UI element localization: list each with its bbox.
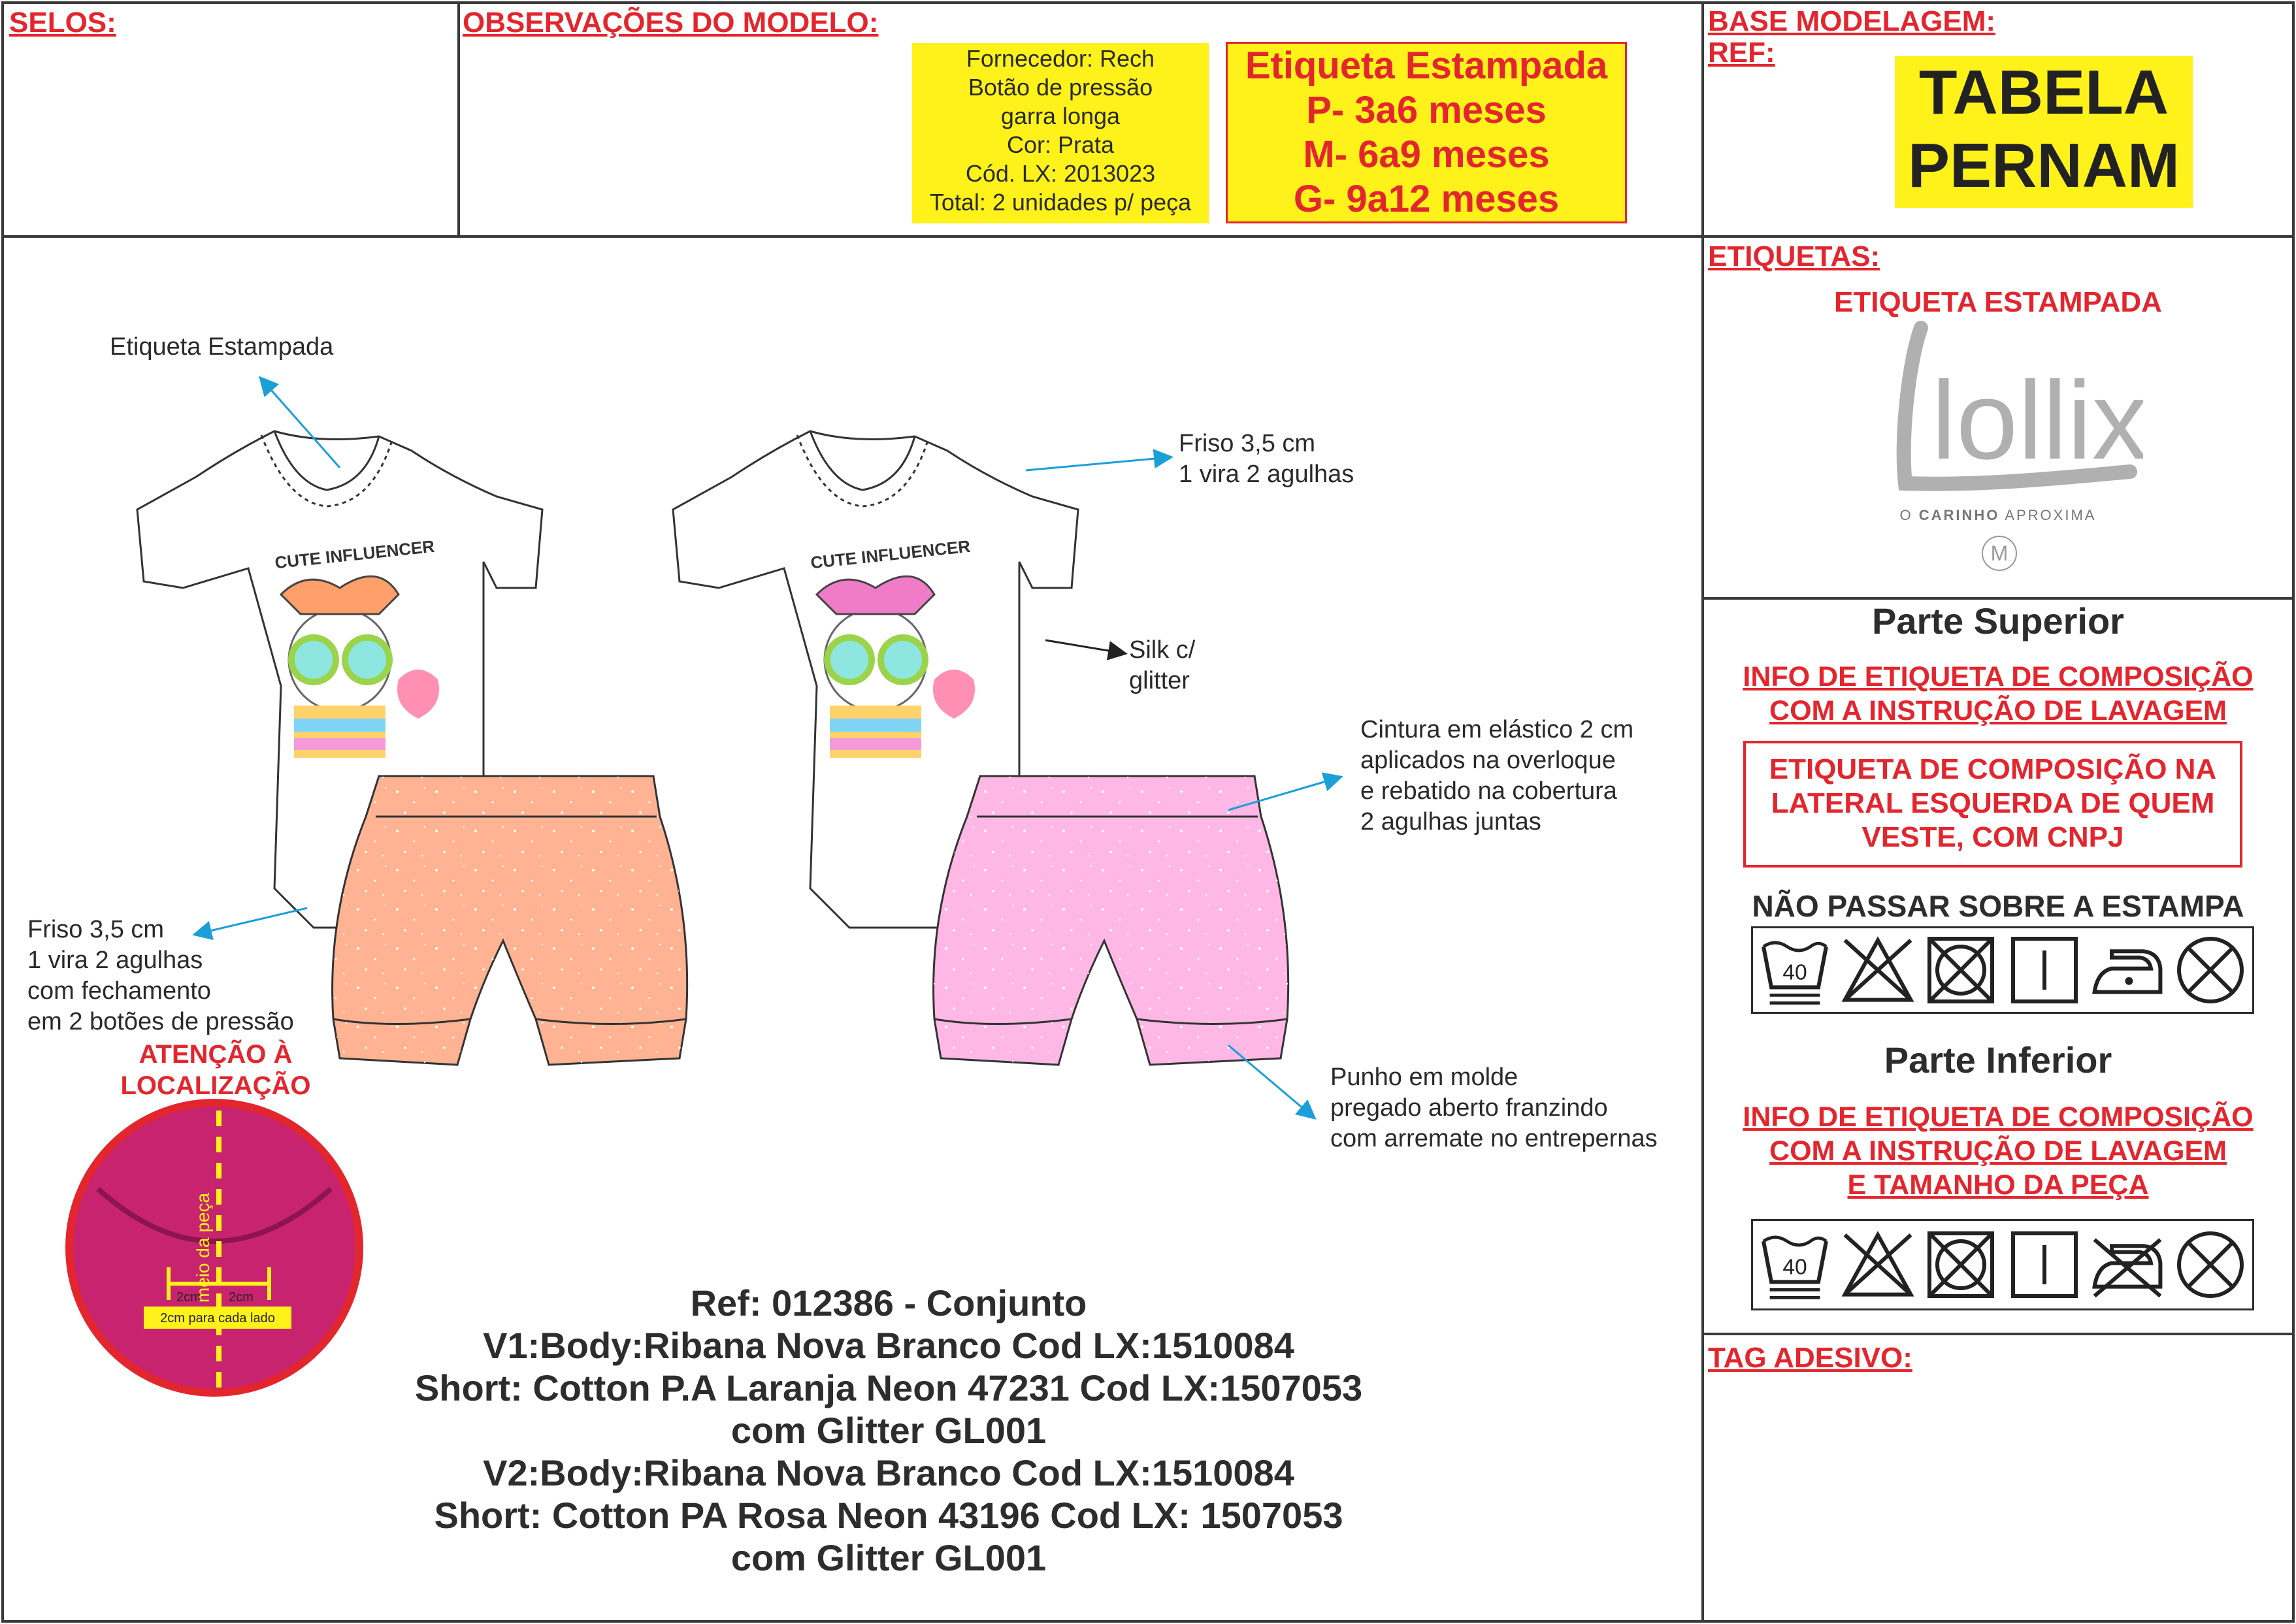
supplier-line: Cód. LX: 2013023 [965, 160, 1156, 187]
arrow-friso-top [1026, 457, 1170, 470]
detail-right-measure: 2cm [229, 1290, 254, 1305]
base-modelagem-label: BASE MODELAGEM: [1708, 5, 1995, 37]
detail-center-line: meio da peça [193, 1192, 213, 1303]
sidebar-divider-tag [1701, 1333, 2295, 1335]
line-dry-icon [2005, 1226, 2084, 1304]
no-bleach-icon [1839, 931, 1917, 1009]
ref-line: com Glitter GL001 [730, 1537, 1047, 1578]
detail-each-side: 2cm para cada lado [160, 1311, 275, 1325]
lower-composition-info: INFO DE ETIQUETA DE COMPOSIÇÃO COM A INSTRUÇÃO DE LAVAGEM E TAMANHO DA PEÇA [1743, 1101, 2254, 1201]
brand-tagline-bold: CARINHO [1918, 507, 2000, 523]
arrow-silk [1045, 640, 1124, 653]
tag-adesivo-label: TAG ADESIVO: [1708, 1342, 1912, 1374]
snap-detail-circle [69, 1103, 359, 1393]
selos-label: SELOS: [9, 7, 116, 39]
upper-care-symbols [1751, 926, 2254, 1014]
table-line: PERNAM [1907, 131, 2180, 201]
etiqueta-estampada-title: ETIQUETA ESTAMPADA [1834, 286, 2162, 318]
reference-block [366, 1282, 1411, 1579]
short-v2 [934, 776, 1288, 1065]
wash-temp: 40 [1782, 1255, 1807, 1280]
wash-40-icon [1756, 1226, 1834, 1304]
annotation-silk: Silk c/ glitter [1129, 636, 1196, 694]
brand-tagline-pre: O [1899, 507, 1919, 523]
print-text: CUTE INFLUENCER [810, 536, 972, 573]
ref-line: Short: Cotton PA Rosa Neon 43196 Cod LX: 1507053 [434, 1495, 1343, 1536]
size-p: P- 3a6 meses [1306, 89, 1547, 131]
supplier-line: Botão de pressão [968, 74, 1153, 101]
supplier-line: Cor: Prata [1006, 131, 1115, 158]
upper-composition-info: INFO DE ETIQUETA DE COMPOSIÇÃO COM A INSTRUÇÃO DE LAVAGEM [1743, 661, 2254, 726]
ref-line: com Glitter GL001 [730, 1410, 1047, 1451]
size-g: G- 9a12 meses [1293, 178, 1560, 220]
no-dry-clean-icon [2171, 931, 2250, 1009]
table-box [1895, 56, 2193, 208]
brand-logo [1869, 320, 2143, 516]
supplier-line: garra longa [1000, 103, 1121, 129]
observacoes-label: OBSERVAÇÕES DO MODELO: [463, 7, 879, 39]
upper-warning: NÃO PASSAR SOBRE A ESTAMPA [1752, 889, 2244, 923]
brand-tagline [1703, 507, 2293, 524]
printed-label-title: Etiqueta Estampada [1245, 44, 1608, 87]
iron-low-icon [2088, 931, 2167, 1009]
short-v1 [333, 776, 687, 1065]
print-text: CUTE INFLUENCER [274, 536, 436, 573]
line-dry-icon [2005, 931, 2084, 1009]
ref-label: REF: [1708, 37, 1775, 69]
no-tumble-dry-icon [1922, 931, 2000, 1009]
annotation-etiqueta-estampada: Etiqueta Estampada [110, 333, 334, 361]
brand-tagline-post: APROXIMA [1999, 507, 2097, 523]
brand-logo-icon [1869, 320, 2143, 516]
ref-line: Ref: 012386 - Conjunto [690, 1282, 1087, 1324]
annotation-friso-top: Friso 3,5 cm 1 vira 2 agulhas [1179, 430, 1354, 488]
annotation-cintura: Cintura em elástico 2 cm aplicados na overloque e rebatido na cobertura 2 agulhas juntas [1360, 716, 1634, 836]
supplier-line: Fornecedor: Rech [966, 45, 1155, 72]
detail-left-measure: 2cm [176, 1290, 201, 1305]
supplier-line: Total: 2 unidades p/ peça [929, 189, 1192, 216]
upper-composition-box: ETIQUETA DE COMPOSIÇÃO NA LATERAL ESQUERDA DE QUEM VESTE, COM CNPJ [1743, 741, 2242, 868]
annotation-atencao: ATENÇÃO À LOCALIZAÇÃO [120, 1040, 311, 1100]
brand-logo-text: lollix [1931, 359, 2143, 483]
sidebar-divider [1701, 1, 1704, 1623]
brand-size-badge: M [1982, 536, 2017, 571]
ref-line: Short: Cotton P.A Laranja Neon 47231 Cod LX:1507053 [414, 1367, 1363, 1408]
no-tumble-dry-icon [1922, 1226, 2000, 1304]
etiquetas-label: ETIQUETAS: [1708, 240, 1880, 272]
ref-line: V1:Body:Ribana Nova Branco Cod LX:1510084 [483, 1325, 1294, 1366]
table-line: TABELA [1918, 57, 2169, 127]
lower-care-symbols [1751, 1219, 2254, 1310]
ref-line: V2:Body:Ribana Nova Branco Cod LX:1510084 [483, 1452, 1294, 1493]
annotation-friso-left: Friso 3,5 cm 1 vira 2 agulhas com fechamento em 2 botões de pressão [27, 916, 294, 1035]
upper-part-title: Parte Superior [1872, 600, 2124, 641]
no-iron-icon [2088, 1226, 2167, 1304]
annotation-punho: Punho em molde pregado aberto franzindo com arremate no entrepernas [1330, 1064, 1658, 1152]
no-bleach-icon [1839, 1226, 1917, 1304]
no-dry-clean-icon [2171, 1226, 2250, 1304]
lower-part-title: Parte Inferior [1884, 1039, 2112, 1080]
wash-40-icon [1756, 931, 1834, 1009]
wash-temp: 40 [1782, 960, 1807, 985]
size-m: M- 6a9 meses [1303, 133, 1550, 176]
